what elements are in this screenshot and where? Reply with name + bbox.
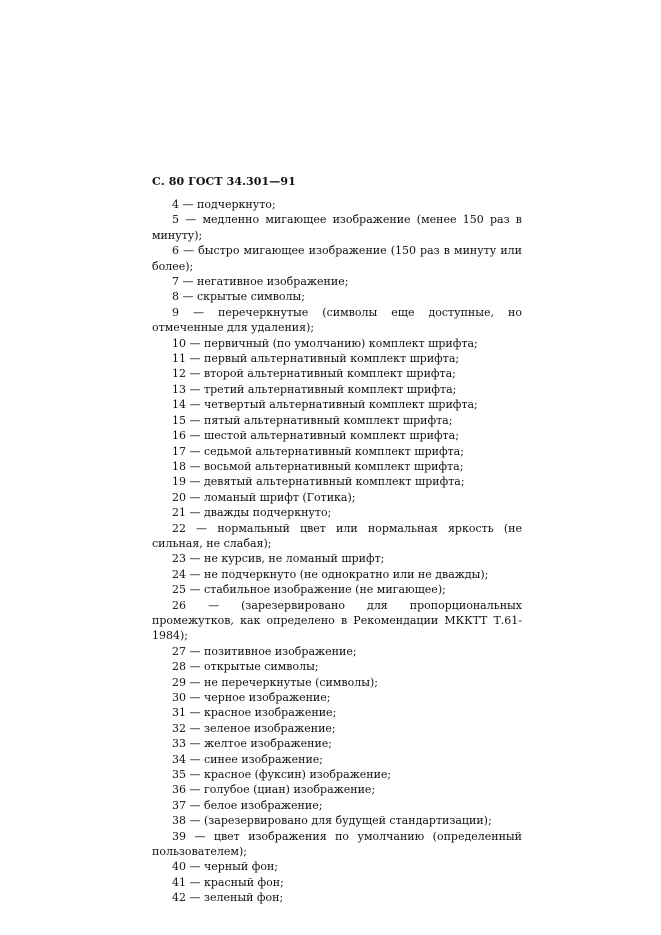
list-item: 36 — голубое (циан) изображение; bbox=[172, 783, 376, 797]
list-item: 31 — красное изображение; bbox=[172, 706, 337, 720]
document-body bbox=[152, 197, 522, 906]
list-item: 39 — цвет изображения по умолчанию (определенный пользователем); bbox=[152, 829, 522, 859]
list-item: 33 — желтое изображение; bbox=[172, 737, 333, 751]
page-header: С. 80 ГОСТ 34.301—91 bbox=[152, 175, 296, 188]
list-item: 19 — девятый альтернативный комплект шрифта; bbox=[172, 475, 465, 489]
list-item: 4 — подчеркнуто; bbox=[172, 198, 276, 211]
list-item: 26 — (зарезервировано для пропорциональных промежутков, как определено в Рекомендации МККТТ Т.61-1984); bbox=[152, 598, 522, 643]
list-item: 38 — (зарезервировано для будущей стандартизации); bbox=[172, 814, 492, 828]
list-item: 15 — пятый альтернативный комплект шрифта; bbox=[172, 413, 453, 427]
list-item: 41 — красный фон; bbox=[172, 875, 284, 889]
list-item: 21 — дважды подчеркнуто; bbox=[172, 506, 332, 520]
list-item: 34 — синее изображение; bbox=[172, 752, 324, 766]
list-item: 11 — первый альтернативный комплект шрифта; bbox=[172, 352, 460, 366]
list-item: 29 — не перечеркнутые (символы); bbox=[172, 675, 378, 689]
list-item: 18 — восьмой альтернативный комплект шрифта; bbox=[172, 459, 464, 473]
list-item: 23 — не курсив, не ломаный шрифт; bbox=[172, 552, 385, 566]
list-item: 16 — шестой альтернативный комплект шрифта; bbox=[172, 429, 459, 443]
list-item: 22 — нормальный цвет или нормальная яркость (не сильная, не слабая); bbox=[152, 521, 522, 550]
list-item: 30 — черное изображение; bbox=[172, 691, 331, 704]
list-item: 17 — седьмой альтернативный комплект шрифта; bbox=[172, 444, 464, 458]
list-item: 32 — зеленое изображение; bbox=[172, 721, 336, 735]
list-item: 10 — первичный (по умолчанию) комплект шрифта; bbox=[172, 336, 478, 350]
list-item: 20 — ломаный шрифт (Готика); bbox=[172, 490, 356, 504]
list-item: 35 — красное (фуксин) изображение; bbox=[172, 768, 392, 782]
list-item: 25 — стабильное изображение (не мигающее); bbox=[172, 583, 446, 597]
list-item: 27 — позитивное изображение; bbox=[172, 644, 357, 658]
list-item: 7 — негативное изображение; bbox=[172, 275, 349, 289]
list-item: 13 — третий альтернативный комплект шрифта; bbox=[172, 382, 457, 396]
list-item: 28 — открытые символы; bbox=[172, 660, 319, 674]
list-item: 14 — четвертый альтернативный комплект шрифта; bbox=[172, 398, 478, 412]
list-item: 5 — медленно мигающее изображение (менее 150 раз в минуту); bbox=[152, 213, 522, 242]
list-item: 6 — быстро мигающее изображение (150 раз в минуту или более); bbox=[152, 244, 522, 273]
list-item: 37 — белое изображение; bbox=[172, 798, 323, 812]
list-item: 9 — перечеркнутые (символы еще доступные, но отмеченные для удаления); bbox=[152, 305, 522, 335]
list-item: 8 — скрытые символы; bbox=[172, 290, 305, 304]
list-item: 12 — второй альтернативный комплект шрифта; bbox=[172, 367, 456, 381]
list-item: 24 — не подчеркнуто (не однократно или не дважды); bbox=[172, 567, 489, 581]
list-item: 40 — черный фон; bbox=[172, 860, 278, 874]
list-item: 42 — зеленый фон; bbox=[172, 891, 284, 905]
